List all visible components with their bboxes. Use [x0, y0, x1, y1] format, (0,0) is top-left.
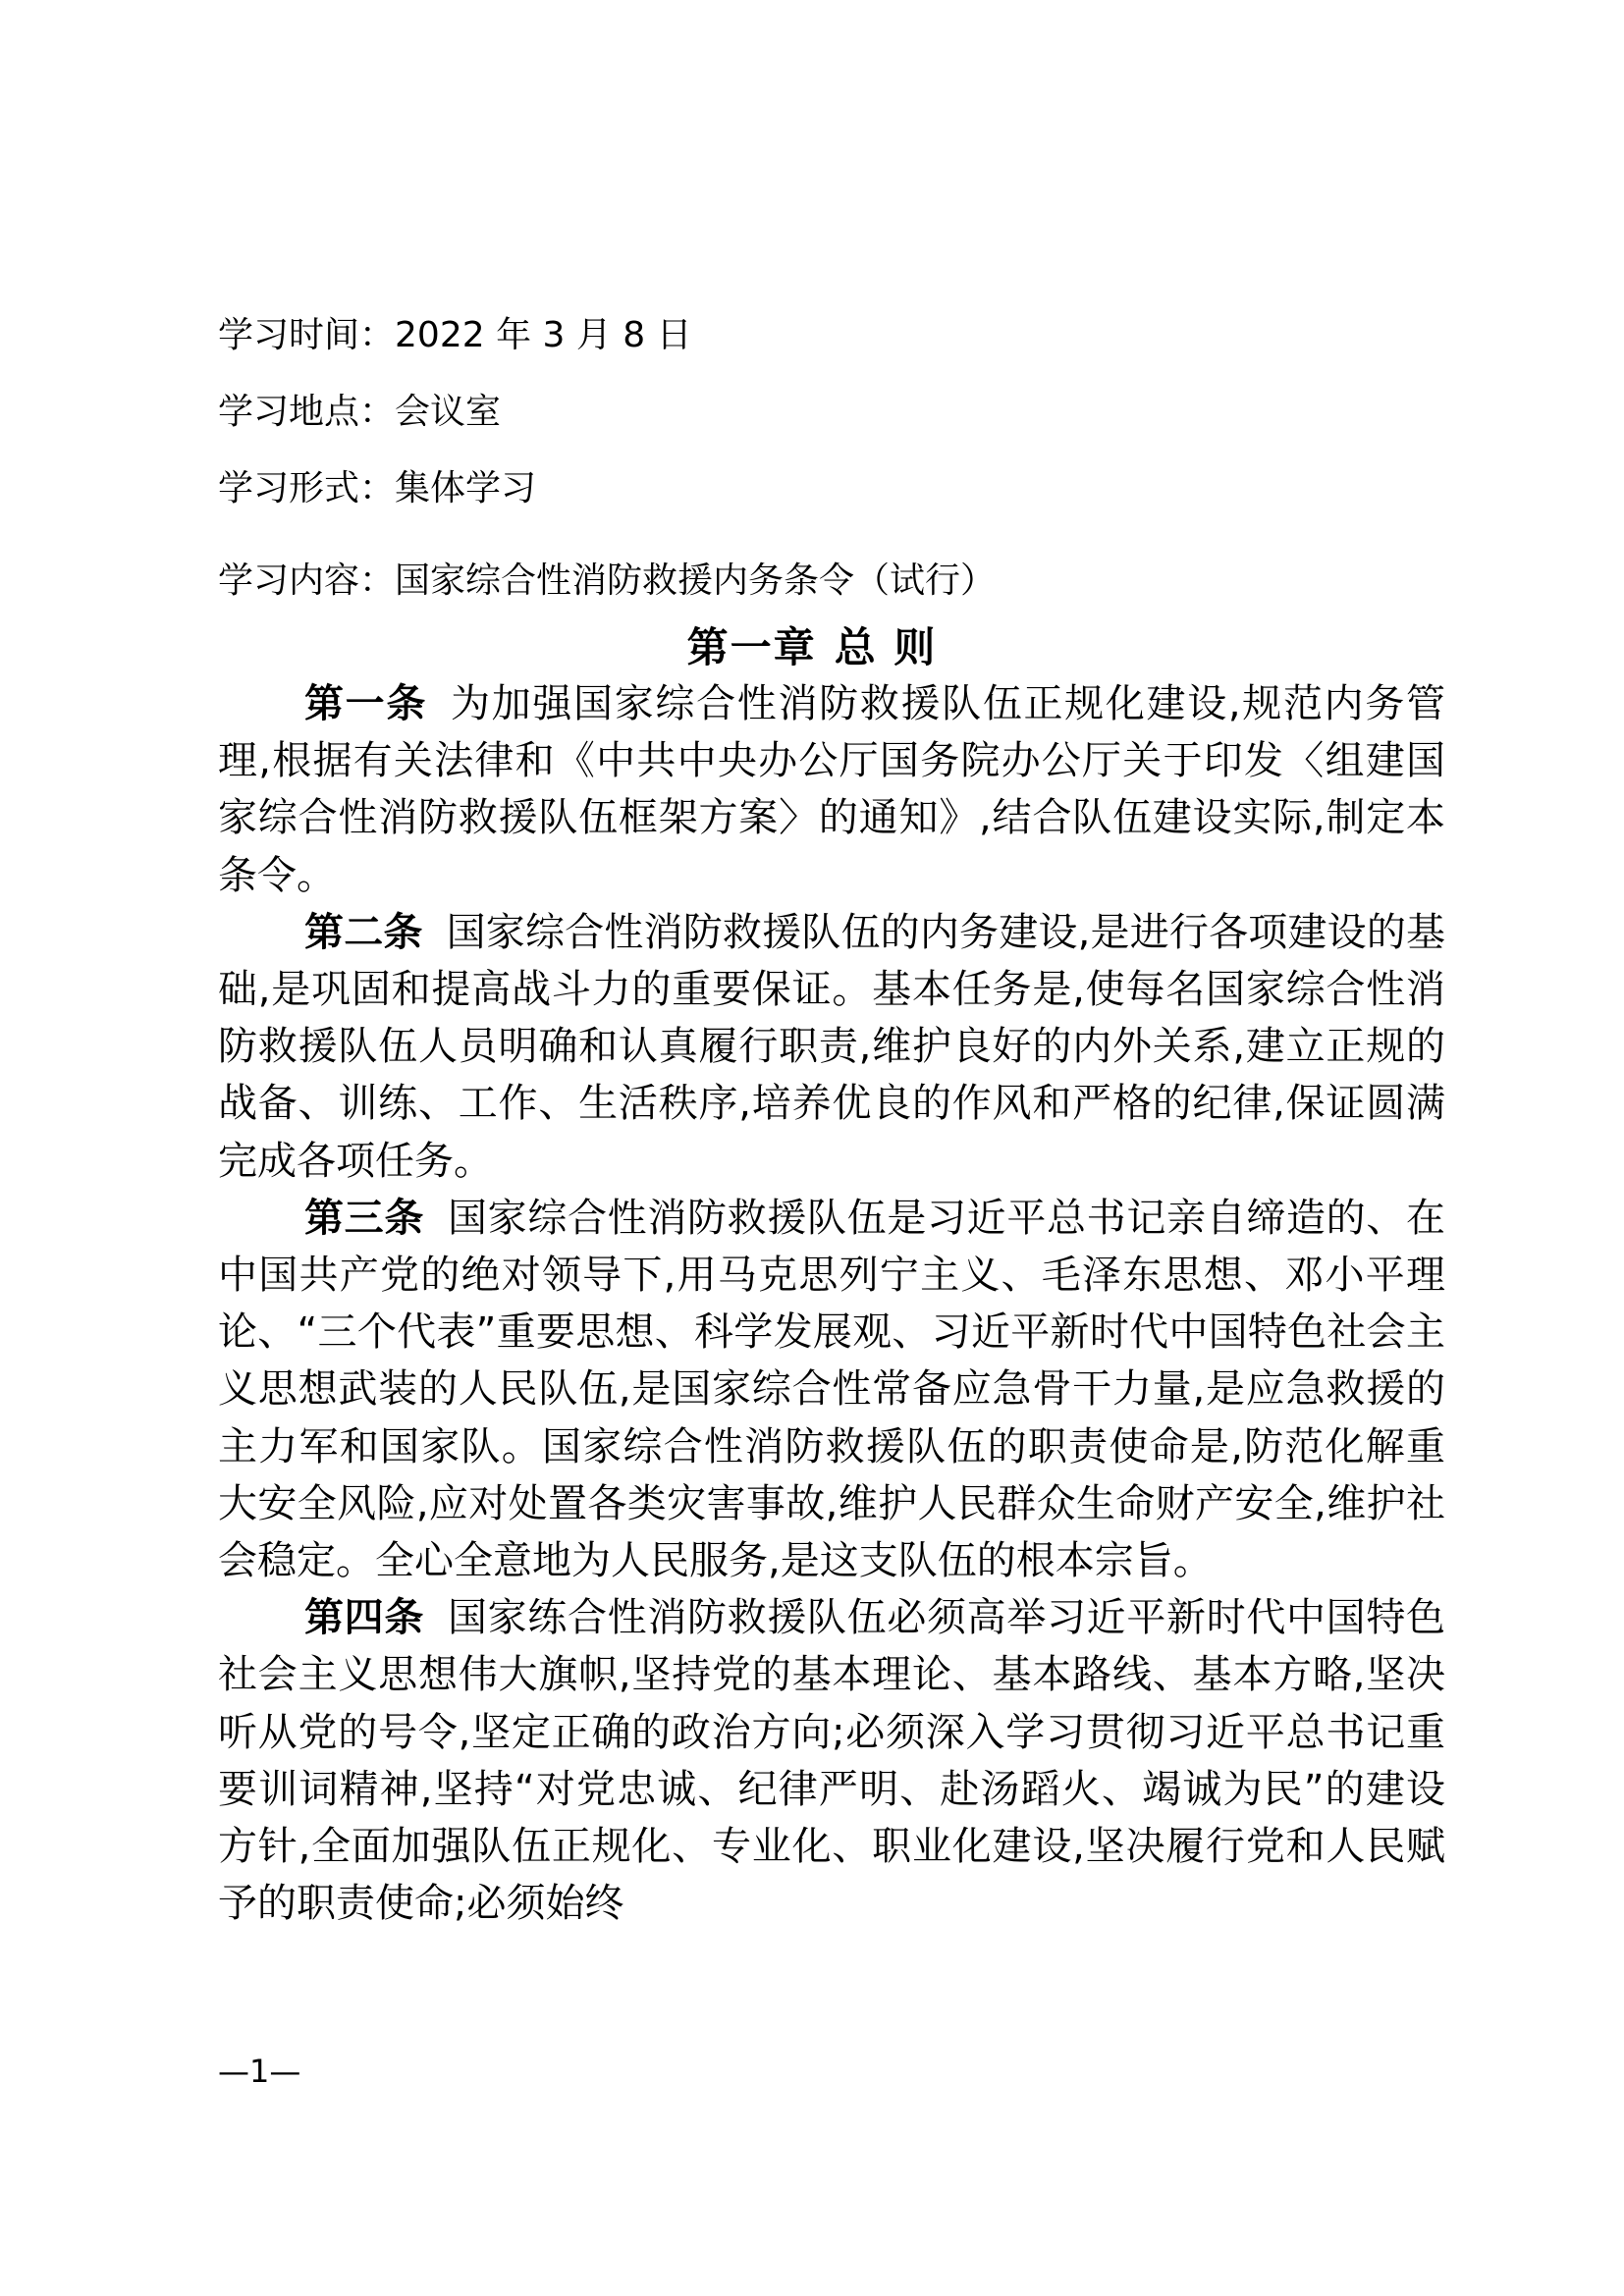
study-time-label: 学习时间：	[218, 315, 396, 355]
article-text: 为加强国家综合性消防救援队伍正规化建设,规范内务管理,根据有关法律和《中共中央办公厅国务院办公厅关于印发〈组建国家综合性消防救援队伍框架方案〉的通知》,结合队伍建设实际,制定本条令。	[218, 681, 1445, 898]
article-number: 第二条	[304, 909, 423, 955]
study-time-value: 2022 年 3 月 8 日	[395, 315, 692, 355]
chapter-title: 总 则	[834, 623, 938, 671]
study-content-line	[218, 560, 996, 603]
page-number: —1—	[218, 2053, 301, 2090]
article-text: 国家综合性消防救援队伍的内务建设,是进行各项建设的基础,是巩固和提高战斗力的重要保证。基本任务是,使每名国家综合性消防救援队伍人员明确和认真履行职责,维护良好的内外关系,建立正规的战备、训练、工作、生活秩序,培养优良的作风和严格的纪律,保证圆满完成各项任务。	[218, 909, 1446, 1184]
study-format-line	[218, 467, 536, 510]
study-location-value: 会议室	[395, 392, 502, 432]
articles-body	[218, 675, 1445, 1932]
article-number: 第四条	[304, 1595, 424, 1641]
article-4	[218, 1589, 1445, 1932]
article-text: 国家练合性消防救援队伍必须高举习近平新时代中国特色社会主义思想伟大旗帜,坚持党的基本理论、基本路线、基本方略,坚决听从党的号令,坚定正确的政治方向;必须深入学习贯彻习近平总书记重要训词精神,坚持“对党忠诚、纪律严明、赴汤蹈火、竭诚为民”的建设方针,全面加强队伍正规化、专业化、职业化建设,坚决履行党和人民赋予的职责使命;必须始终	[218, 1595, 1445, 1927]
article-3	[218, 1190, 1445, 1589]
study-time-line	[218, 314, 692, 357]
article-2	[218, 904, 1445, 1190]
article-number: 第一条	[304, 681, 428, 726]
study-content-label: 学习内容：	[218, 561, 396, 601]
chapter-number: 第一章	[686, 623, 817, 671]
article-1	[218, 675, 1445, 904]
study-location-line	[218, 391, 501, 434]
article-text: 国家综合性消防救援队伍是习近平总书记亲自缔造的、在中国共产党的绝对领导下,用马克思列宁主义、毛泽东思想、邓小平理论、“三个代表”重要思想、科学发展观、习近平新时代中国特色社会主义思想武装的人民队伍,是国家综合性常备应急骨干力量,是应急救援的主力军和国家队。国家综合性消防救援队伍的职责使命是,防范化解重大安全风险,应对处置各类灾害事故,维护人民群众生命财产安全,维护社会稳定。全心全意地为人民服务,是这支队伍的根本宗旨。	[218, 1195, 1445, 1584]
study-location-label: 学习地点：	[218, 392, 396, 432]
chapter-heading	[0, 620, 1624, 675]
study-content-value: 国家综合性消防救援内务条令（试行）	[395, 561, 997, 601]
study-format-label: 学习形式：	[218, 468, 396, 508]
study-format-value: 集体学习	[395, 468, 537, 508]
article-number: 第三条	[304, 1195, 424, 1241]
